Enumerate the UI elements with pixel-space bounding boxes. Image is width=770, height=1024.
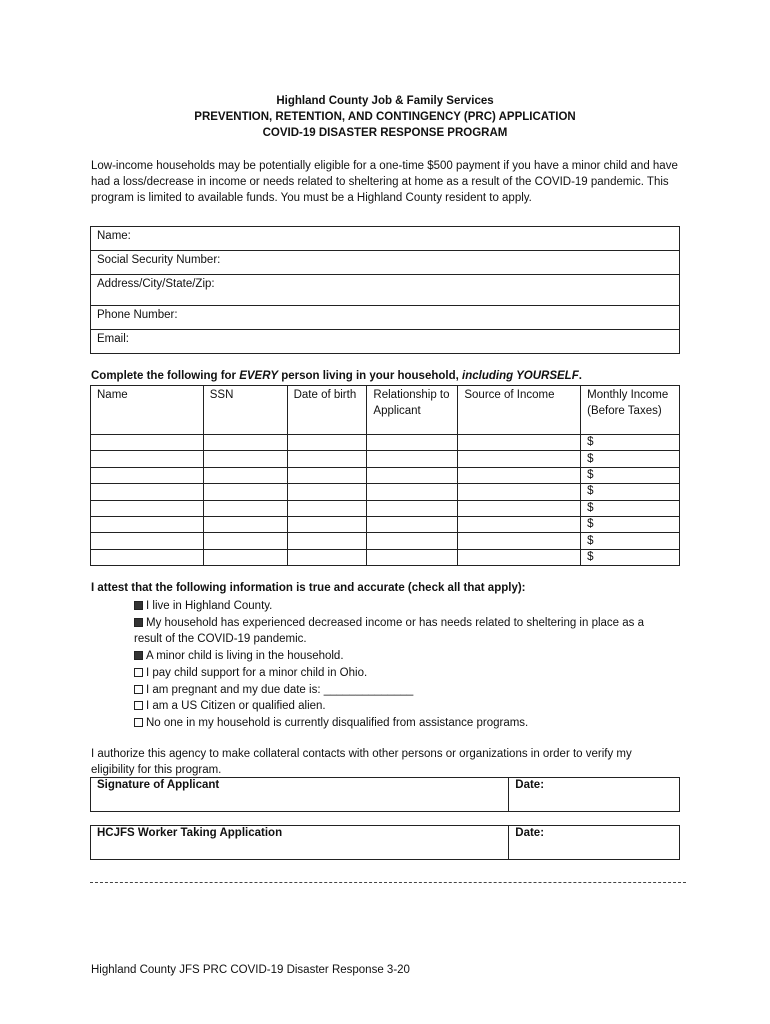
row-name-cell[interactable] — [91, 451, 204, 467]
row-monthly-cell[interactable] — [581, 451, 680, 467]
row-ssn-cell[interactable] — [203, 549, 287, 565]
checkbox-checked[interactable] — [134, 601, 143, 610]
row-dob-cell[interactable] — [287, 435, 367, 451]
worker-signature-field[interactable] — [91, 826, 509, 860]
row-relationship-cell[interactable] — [367, 484, 458, 500]
currency-symbol: $ — [587, 550, 594, 563]
household-row — [91, 484, 680, 500]
row-dob-cell[interactable] — [287, 516, 367, 532]
checkbox-unchecked[interactable] — [134, 668, 143, 677]
attest-item-label: I live in Highland County. — [146, 600, 273, 612]
applicant-date-field[interactable] — [509, 778, 680, 812]
worker-date-label: Date: — [515, 827, 545, 839]
row-source-cell[interactable] — [458, 516, 581, 532]
col-dob: Date of birth — [287, 386, 367, 435]
row-source-cell[interactable] — [458, 484, 581, 500]
household-row — [91, 451, 680, 467]
row-ssn-cell[interactable] — [203, 533, 287, 549]
household-row — [91, 533, 680, 549]
phone-field[interactable] — [91, 306, 680, 330]
checkbox-unchecked[interactable] — [134, 685, 143, 694]
row-ssn-cell[interactable] — [203, 516, 287, 532]
household-title-mid: person living in your household, — [278, 370, 463, 382]
household-title-end: . — [578, 370, 582, 382]
row-relationship-cell[interactable] — [367, 533, 458, 549]
footer-text: Highland County JFS PRC COVID-19 Disaster Response 3-20 — [91, 964, 410, 976]
attest-item — [134, 698, 674, 714]
currency-symbol: $ — [587, 501, 594, 514]
attest-item-label: I am a US Citizen or qualified alien. — [146, 700, 326, 712]
household-title — [91, 370, 582, 382]
attest-item-label: A minor child is living in the household. — [146, 650, 344, 662]
header-application-title: PREVENTION, RETENTION, AND CONTINGENCY (PRC) APPLICATION — [194, 111, 576, 123]
attest-item-label: No one in my household is currently disqualified from assistance programs. — [146, 717, 529, 729]
applicant-signature-label: Signature of Applicant — [97, 779, 220, 791]
row-dob-cell[interactable] — [287, 467, 367, 483]
applicant-signature-field[interactable] — [91, 778, 509, 812]
attest-item — [134, 665, 674, 681]
worker-signature-label: HCJFS Worker Taking Application — [97, 827, 283, 839]
household-title-start: Complete the following for — [91, 370, 240, 382]
row-source-cell[interactable] — [458, 435, 581, 451]
attest-item — [134, 715, 674, 731]
phone-label: Phone Number: — [97, 309, 178, 321]
row-name-cell[interactable] — [91, 484, 204, 500]
row-name-cell[interactable] — [91, 435, 204, 451]
row-ssn-cell[interactable] — [203, 500, 287, 516]
row-ssn-cell[interactable] — [203, 451, 287, 467]
household-table — [90, 385, 680, 566]
email-label: Email: — [97, 333, 129, 345]
row-ssn-cell[interactable] — [203, 484, 287, 500]
attest-item — [134, 682, 674, 698]
name-field[interactable] — [91, 227, 680, 251]
ssn-label: Social Security Number: — [97, 254, 221, 266]
col-relationship: Relationship to Applicant — [367, 386, 458, 435]
row-relationship-cell[interactable] — [367, 500, 458, 516]
col-source-income: Source of Income — [458, 386, 581, 435]
currency-symbol: $ — [587, 436, 594, 449]
applicant-signature-table — [90, 777, 680, 812]
row-ssn-cell[interactable] — [203, 435, 287, 451]
attest-item-label: I pay child support for a minor child in Ohio. — [146, 667, 368, 679]
attest-item-label: My household has experienced decreased income or has needs related to sheltering in place as a result of the COVID-19 pandemic. — [134, 617, 645, 645]
row-name-cell[interactable] — [91, 500, 204, 516]
row-dob-cell[interactable] — [287, 549, 367, 565]
row-monthly-cell[interactable] — [581, 435, 680, 451]
email-field[interactable] — [91, 330, 680, 354]
row-name-cell[interactable] — [91, 467, 204, 483]
attest-item — [134, 598, 674, 614]
address-field[interactable] — [91, 275, 680, 306]
row-name-cell[interactable] — [91, 549, 204, 565]
row-relationship-cell[interactable] — [367, 435, 458, 451]
checkbox-checked[interactable] — [134, 651, 143, 660]
row-name-cell[interactable] — [91, 516, 204, 532]
household-row — [91, 435, 680, 451]
household-row — [91, 516, 680, 532]
attest-title: I attest that the following information is true and accurate (check all that apply): — [91, 582, 526, 594]
intro-paragraph: Low-income households may be potentially eligible for a one-time $500 payment if you have a minor child and have had a loss/decrease in income or needs related to sheltering at home as a result of the COVID-19 pandemic. This program is limited to available funds. You must be a Highland County resident to apply. — [91, 160, 678, 204]
worker-signature-table — [90, 825, 680, 860]
col-ssn: SSN — [203, 386, 287, 435]
row-source-cell[interactable] — [458, 549, 581, 565]
col-monthly-income: Monthly Income (Before Taxes) — [581, 386, 680, 435]
currency-symbol: $ — [587, 468, 594, 481]
worker-date-field[interactable] — [509, 826, 680, 860]
address-label: Address/City/State/Zip: — [97, 278, 215, 290]
cut-line-divider — [90, 882, 686, 883]
attest-item — [134, 615, 674, 647]
applicant-date-label: Date: — [515, 779, 545, 791]
row-monthly-cell[interactable] — [581, 484, 680, 500]
row-monthly-cell[interactable] — [581, 516, 680, 532]
applicant-info-table — [90, 226, 680, 354]
row-name-cell[interactable] — [91, 533, 204, 549]
col-name: Name — [91, 386, 204, 435]
row-dob-cell[interactable] — [287, 500, 367, 516]
authorization-text: I authorize this agency to make collateral contacts with other persons or organizations in order to verify my eligibility for this program. — [91, 748, 632, 776]
row-relationship-cell[interactable] — [367, 549, 458, 565]
row-monthly-cell[interactable] — [581, 467, 680, 483]
household-row — [91, 500, 680, 516]
name-label: Name: — [97, 230, 131, 242]
row-ssn-cell[interactable] — [203, 467, 287, 483]
row-monthly-cell[interactable] — [581, 549, 680, 565]
attest-item-label: I am pregnant and my due date is: ______________ — [146, 684, 414, 696]
row-dob-cell[interactable] — [287, 484, 367, 500]
household-row — [91, 549, 680, 565]
checkbox-unchecked[interactable] — [134, 701, 143, 710]
checkbox-checked[interactable] — [134, 618, 143, 627]
header-agency: Highland County Job & Family Services — [276, 95, 494, 107]
household-title-including: including YOURSELF — [462, 370, 579, 382]
household-row — [91, 467, 680, 483]
header-program-title: COVID-19 DISASTER RESPONSE PROGRAM — [262, 127, 508, 139]
currency-symbol: $ — [587, 534, 594, 547]
row-source-cell[interactable] — [458, 533, 581, 549]
row-source-cell[interactable] — [458, 467, 581, 483]
household-header-row — [91, 386, 680, 435]
row-source-cell[interactable] — [458, 500, 581, 516]
row-relationship-cell[interactable] — [367, 467, 458, 483]
currency-symbol: $ — [587, 452, 594, 465]
row-relationship-cell[interactable] — [367, 451, 458, 467]
ssn-field[interactable] — [91, 251, 680, 275]
row-dob-cell[interactable] — [287, 533, 367, 549]
row-dob-cell[interactable] — [287, 451, 367, 467]
currency-symbol: $ — [587, 485, 594, 498]
checkbox-unchecked[interactable] — [134, 718, 143, 727]
attest-item — [134, 648, 674, 664]
row-monthly-cell[interactable] — [581, 533, 680, 549]
row-source-cell[interactable] — [458, 451, 581, 467]
household-title-every: EVERY — [239, 370, 278, 382]
currency-symbol: $ — [587, 518, 594, 531]
row-relationship-cell[interactable] — [367, 516, 458, 532]
row-monthly-cell[interactable] — [581, 500, 680, 516]
